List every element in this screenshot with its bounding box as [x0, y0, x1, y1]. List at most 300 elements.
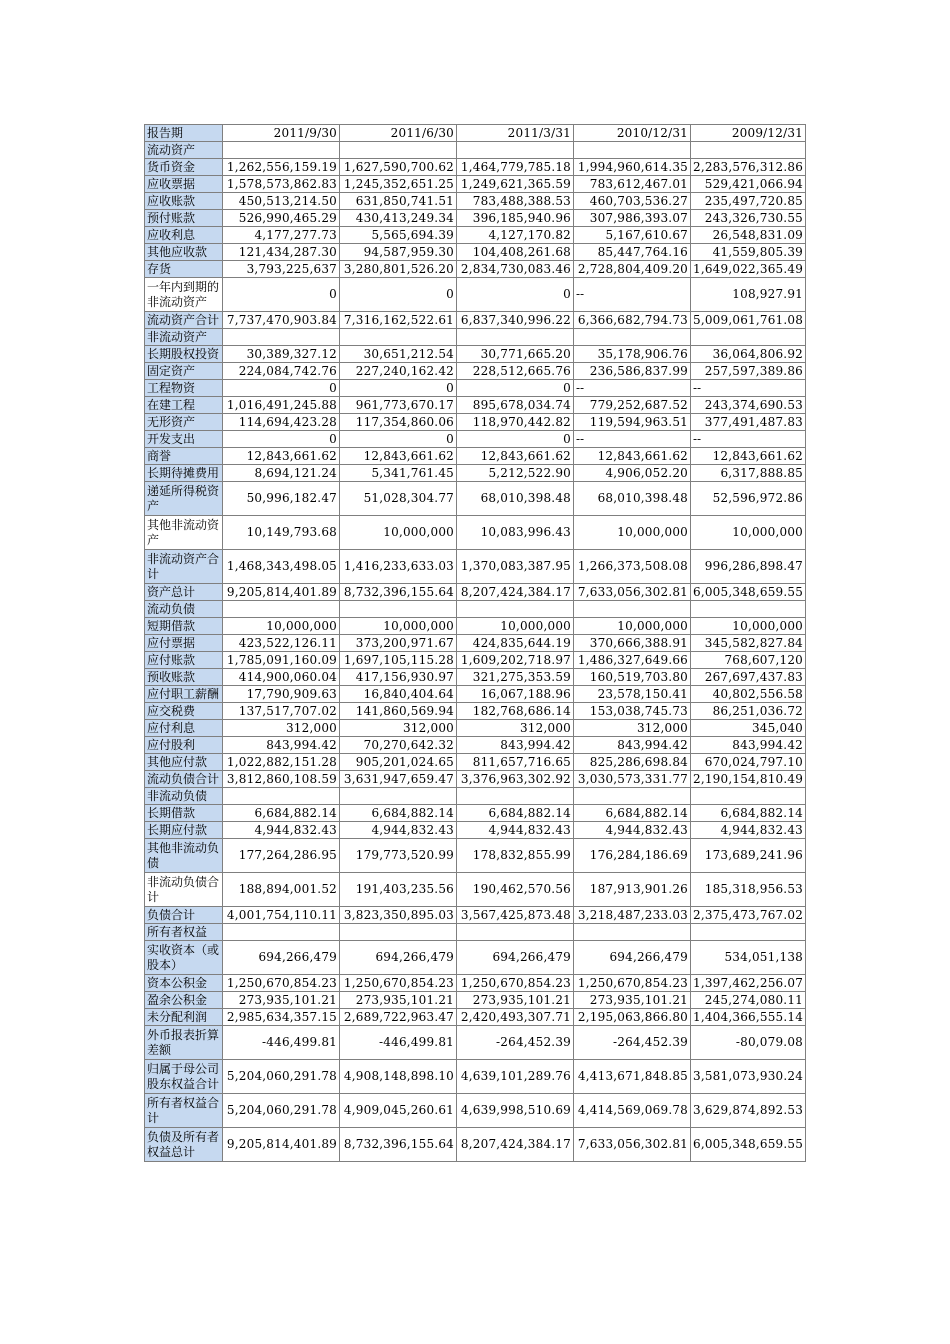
value-cell: 7,633,056,302.81	[574, 1128, 691, 1162]
value-cell: 996,286,898.47	[691, 550, 806, 584]
value-cell: 843,994.42	[223, 737, 340, 754]
row-label-cell: 固定资产	[145, 363, 223, 380]
balance-sheet-table	[144, 124, 806, 1162]
value-cell: 2,283,576,312.86	[691, 159, 806, 176]
empty-cell	[457, 329, 574, 346]
value-cell: 16,067,188.96	[457, 686, 574, 703]
value-cell: 4,944,832.43	[223, 822, 340, 839]
table-row	[145, 1128, 806, 1162]
value-cell: 3,812,860,108.59	[223, 771, 340, 788]
value-cell: 30,651,212.54	[340, 346, 457, 363]
empty-cell	[223, 329, 340, 346]
table-row	[145, 703, 806, 720]
table-row	[145, 584, 806, 601]
value-cell: 5,565,694.39	[340, 227, 457, 244]
value-cell: 424,835,644.19	[457, 635, 574, 652]
value-cell: 6,684,882.14	[457, 805, 574, 822]
value-cell: 1,250,670,854.23	[574, 975, 691, 992]
value-cell: 6,317,888.85	[691, 465, 806, 482]
row-label-cell: 盈余公积金	[145, 992, 223, 1009]
row-label-cell: 预付账款	[145, 210, 223, 227]
row-label-cell: 存货	[145, 261, 223, 278]
value-cell: 1,262,556,159.19	[223, 159, 340, 176]
table-row	[145, 176, 806, 193]
value-cell: 670,024,797.10	[691, 754, 806, 771]
value-cell: 1,370,083,387.95	[457, 550, 574, 584]
section-row	[145, 142, 806, 159]
row-label-cell: 负债合计	[145, 907, 223, 924]
value-cell: 843,994.42	[574, 737, 691, 754]
value-cell: 1,250,670,854.23	[340, 975, 457, 992]
table-row	[145, 805, 806, 822]
table-row	[145, 975, 806, 992]
table-row	[145, 737, 806, 754]
header-row	[145, 125, 806, 142]
value-cell: 228,512,665.76	[457, 363, 574, 380]
value-cell: 137,517,707.02	[223, 703, 340, 720]
value-cell: 534,051,138	[691, 941, 806, 975]
value-cell: 3,280,801,526.20	[340, 261, 457, 278]
table-row	[145, 873, 806, 907]
row-label-cell: 应付职工薪酬	[145, 686, 223, 703]
value-cell: 312,000	[223, 720, 340, 737]
empty-cell	[457, 924, 574, 941]
value-cell: 2,728,804,409.20	[574, 261, 691, 278]
value-cell: 257,597,389.86	[691, 363, 806, 380]
empty-cell	[574, 329, 691, 346]
value-cell: 179,773,520.99	[340, 839, 457, 873]
value-cell: 5,341,761.45	[340, 465, 457, 482]
row-label-cell: 应付股利	[145, 737, 223, 754]
value-cell: 52,596,972.86	[691, 482, 806, 516]
value-cell: 843,994.42	[457, 737, 574, 754]
value-cell: 1,416,233,633.03	[340, 550, 457, 584]
row-label-cell: 未分配利润	[145, 1009, 223, 1026]
value-cell: 182,768,686.14	[457, 703, 574, 720]
empty-cell	[574, 142, 691, 159]
value-cell: 104,408,261.68	[457, 244, 574, 261]
value-cell: 267,697,437.83	[691, 669, 806, 686]
value-cell: 17,790,909.63	[223, 686, 340, 703]
value-cell: 191,403,235.56	[340, 873, 457, 907]
value-cell: 185,318,956.53	[691, 873, 806, 907]
value-cell: 414,900,060.04	[223, 669, 340, 686]
value-cell: 273,935,101.21	[223, 992, 340, 1009]
value-cell: 1,250,670,854.23	[223, 975, 340, 992]
value-cell: 1,022,882,151.28	[223, 754, 340, 771]
value-cell: 118,970,442.82	[457, 414, 574, 431]
value-cell: 243,374,690.53	[691, 397, 806, 414]
value-cell: 35,178,906.76	[574, 346, 691, 363]
value-cell: 6,005,348,659.55	[691, 584, 806, 601]
value-cell: 10,083,996.43	[457, 516, 574, 550]
value-cell: 30,771,665.20	[457, 346, 574, 363]
value-cell: 0	[457, 278, 574, 312]
section-label-cell: 流动资产	[145, 142, 223, 159]
table-row	[145, 397, 806, 414]
value-cell: 119,594,963.51	[574, 414, 691, 431]
value-cell: 12,843,661.62	[457, 448, 574, 465]
header-label-cell: 报告期	[145, 125, 223, 142]
empty-cell	[223, 924, 340, 941]
value-cell: 10,000,000	[691, 618, 806, 635]
value-cell: -264,452.39	[574, 1026, 691, 1060]
section-label-cell: 非流动负债	[145, 788, 223, 805]
row-label-cell: 外币报表折算差额	[145, 1026, 223, 1060]
value-cell: 7,316,162,522.61	[340, 312, 457, 329]
value-cell: 4,909,045,260.61	[340, 1094, 457, 1128]
value-cell: 0	[340, 278, 457, 312]
empty-cell	[457, 601, 574, 618]
value-cell: 811,657,716.65	[457, 754, 574, 771]
value-cell: 5,212,522.90	[457, 465, 574, 482]
value-cell: 694,266,479	[457, 941, 574, 975]
value-cell: -80,079.08	[691, 1026, 806, 1060]
row-label-cell: 递延所得税资产	[145, 482, 223, 516]
table-row	[145, 448, 806, 465]
value-cell: 5,009,061,761.08	[691, 312, 806, 329]
value-cell: 114,694,423.28	[223, 414, 340, 431]
value-cell: 3,823,350,895.03	[340, 907, 457, 924]
value-cell: 227,240,162.42	[340, 363, 457, 380]
value-cell: 2,375,473,767.02	[691, 907, 806, 924]
value-cell: 188,894,001.52	[223, 873, 340, 907]
value-cell: 3,629,874,892.53	[691, 1094, 806, 1128]
table-row	[145, 839, 806, 873]
table-row	[145, 1060, 806, 1094]
row-label-cell: 长期应付款	[145, 822, 223, 839]
value-cell: 4,001,754,110.11	[223, 907, 340, 924]
table-row	[145, 635, 806, 652]
value-cell: 0	[223, 278, 340, 312]
value-cell: 7,737,470,903.84	[223, 312, 340, 329]
value-cell: 5,167,610.67	[574, 227, 691, 244]
value-cell: 694,266,479	[223, 941, 340, 975]
value-cell: 68,010,398.48	[574, 482, 691, 516]
value-cell: 1,016,491,245.88	[223, 397, 340, 414]
empty-cell	[340, 788, 457, 805]
value-cell: 0	[223, 380, 340, 397]
row-label-cell: 其他应收款	[145, 244, 223, 261]
value-cell: 10,149,793.68	[223, 516, 340, 550]
value-cell: 1,397,462,256.07	[691, 975, 806, 992]
value-cell: 3,581,073,930.24	[691, 1060, 806, 1094]
value-cell: 12,843,661.62	[691, 448, 806, 465]
value-cell: 10,000,000	[223, 618, 340, 635]
value-cell: 631,850,741.51	[340, 193, 457, 210]
value-cell: 373,200,971.67	[340, 635, 457, 652]
row-label-cell: 应收票据	[145, 176, 223, 193]
value-cell: 307,986,393.07	[574, 210, 691, 227]
value-cell: 2,195,063,866.80	[574, 1009, 691, 1026]
value-cell: 178,832,855.99	[457, 839, 574, 873]
value-cell: 12,843,661.62	[223, 448, 340, 465]
value-cell: 85,447,764.16	[574, 244, 691, 261]
value-cell: 0	[223, 431, 340, 448]
row-label-cell: 其他非流动负债	[145, 839, 223, 873]
table-row	[145, 261, 806, 278]
value-cell: 224,084,742.76	[223, 363, 340, 380]
row-label-cell: 资产总计	[145, 584, 223, 601]
value-cell: 783,612,467.01	[574, 176, 691, 193]
value-cell: 783,488,388.53	[457, 193, 574, 210]
table-row	[145, 618, 806, 635]
empty-cell	[223, 142, 340, 159]
value-cell: 417,156,930.97	[340, 669, 457, 686]
section-row	[145, 788, 806, 805]
empty-cell	[223, 788, 340, 805]
value-cell: 121,434,287.30	[223, 244, 340, 261]
period-header-cell: 2011/9/30	[223, 125, 340, 142]
value-cell: 4,127,170.82	[457, 227, 574, 244]
table-row	[145, 227, 806, 244]
value-cell: 8,732,396,155.64	[340, 584, 457, 601]
table-row	[145, 907, 806, 924]
value-cell: 8,694,121.24	[223, 465, 340, 482]
value-cell: 5,204,060,291.78	[223, 1094, 340, 1128]
row-label-cell: 应收账款	[145, 193, 223, 210]
value-cell: 7,633,056,302.81	[574, 584, 691, 601]
value-cell: 0	[340, 431, 457, 448]
value-cell: 1,249,621,365.59	[457, 176, 574, 193]
section-row	[145, 924, 806, 941]
value-cell: 3,567,425,873.48	[457, 907, 574, 924]
value-cell: 10,000,000	[691, 516, 806, 550]
row-label-cell: 短期借款	[145, 618, 223, 635]
value-cell: 321,275,353.59	[457, 669, 574, 686]
value-cell: 68,010,398.48	[457, 482, 574, 516]
value-cell: 273,935,101.21	[574, 992, 691, 1009]
row-label-cell: 负债及所有者权益总计	[145, 1128, 223, 1162]
row-label-cell: 应付账款	[145, 652, 223, 669]
table-row	[145, 193, 806, 210]
value-cell: 1,468,343,498.05	[223, 550, 340, 584]
value-cell: 187,913,901.26	[574, 873, 691, 907]
row-label-cell: 无形资产	[145, 414, 223, 431]
empty-cell	[457, 788, 574, 805]
row-label-cell: 非流动负债合计	[145, 873, 223, 907]
row-label-cell: 商誉	[145, 448, 223, 465]
value-cell: 153,038,745.73	[574, 703, 691, 720]
value-cell: 2,420,493,307.71	[457, 1009, 574, 1026]
value-cell: 1,464,779,785.18	[457, 159, 574, 176]
row-label-cell: 一年内到期的非流动资产	[145, 278, 223, 312]
table-row	[145, 686, 806, 703]
value-cell: 3,631,947,659.47	[340, 771, 457, 788]
value-cell: 961,773,670.17	[340, 397, 457, 414]
empty-cell	[340, 924, 457, 941]
table-row	[145, 754, 806, 771]
value-cell: 10,000,000	[457, 618, 574, 635]
empty-cell	[223, 601, 340, 618]
table-row	[145, 550, 806, 584]
value-cell: 10,000,000	[340, 618, 457, 635]
value-cell: --	[574, 380, 691, 397]
row-label-cell: 预收账款	[145, 669, 223, 686]
value-cell: 10,000,000	[340, 516, 457, 550]
empty-cell	[457, 142, 574, 159]
table-row	[145, 941, 806, 975]
value-cell: 1,785,091,160.09	[223, 652, 340, 669]
value-cell: 345,582,827.84	[691, 635, 806, 652]
value-cell: 430,413,249.34	[340, 210, 457, 227]
value-cell: 1,245,352,651.25	[340, 176, 457, 193]
empty-cell	[340, 142, 457, 159]
value-cell: 377,491,487.83	[691, 414, 806, 431]
empty-cell	[691, 924, 806, 941]
value-cell: 312,000	[574, 720, 691, 737]
value-cell: 4,944,832.43	[340, 822, 457, 839]
row-label-cell: 应付票据	[145, 635, 223, 652]
value-cell: 1,486,327,649.66	[574, 652, 691, 669]
table-row	[145, 244, 806, 261]
section-label-cell: 所有者权益	[145, 924, 223, 941]
value-cell: 370,666,388.91	[574, 635, 691, 652]
value-cell: 4,177,277.73	[223, 227, 340, 244]
value-cell: 70,270,642.32	[340, 737, 457, 754]
period-header-cell: 2011/3/31	[457, 125, 574, 142]
empty-cell	[574, 601, 691, 618]
value-cell: 8,207,424,384.17	[457, 1128, 574, 1162]
value-cell: 86,251,036.72	[691, 703, 806, 720]
value-cell: 40,802,556.58	[691, 686, 806, 703]
value-cell: 450,513,214.50	[223, 193, 340, 210]
empty-cell	[691, 142, 806, 159]
value-cell: 526,990,465.29	[223, 210, 340, 227]
value-cell: 4,944,832.43	[691, 822, 806, 839]
table-row	[145, 346, 806, 363]
value-cell: --	[691, 380, 806, 397]
section-label-cell: 流动负债	[145, 601, 223, 618]
value-cell: 312,000	[340, 720, 457, 737]
value-cell: 1,404,366,555.14	[691, 1009, 806, 1026]
period-header-cell: 2009/12/31	[691, 125, 806, 142]
value-cell: 16,840,404.64	[340, 686, 457, 703]
value-cell: 905,201,024.65	[340, 754, 457, 771]
empty-cell	[574, 924, 691, 941]
value-cell: 26,548,831.09	[691, 227, 806, 244]
row-label-cell: 长期股权投资	[145, 346, 223, 363]
value-cell: 41,559,805.39	[691, 244, 806, 261]
value-cell: 460,703,536.27	[574, 193, 691, 210]
value-cell: 1,578,573,862.83	[223, 176, 340, 193]
table-row	[145, 414, 806, 431]
value-cell: 529,421,066.94	[691, 176, 806, 193]
value-cell: 6,684,882.14	[340, 805, 457, 822]
row-label-cell: 长期待摊费用	[145, 465, 223, 482]
value-cell: 94,587,959.30	[340, 244, 457, 261]
value-cell: 173,689,241.96	[691, 839, 806, 873]
value-cell: 825,286,698.84	[574, 754, 691, 771]
table-row	[145, 363, 806, 380]
value-cell: 4,944,832.43	[457, 822, 574, 839]
value-cell: 694,266,479	[340, 941, 457, 975]
value-cell: 4,906,052.20	[574, 465, 691, 482]
value-cell: 10,000,000	[574, 516, 691, 550]
value-cell: 0	[340, 380, 457, 397]
value-cell: 6,005,348,659.55	[691, 1128, 806, 1162]
value-cell: 1,649,022,365.49	[691, 261, 806, 278]
section-row	[145, 329, 806, 346]
row-label-cell: 流动负债合计	[145, 771, 223, 788]
table-row	[145, 312, 806, 329]
value-cell: 895,678,034.74	[457, 397, 574, 414]
empty-cell	[691, 601, 806, 618]
value-cell: 3,376,963,302.92	[457, 771, 574, 788]
value-cell: 4,639,101,289.76	[457, 1060, 574, 1094]
value-cell: 108,927.91	[691, 278, 806, 312]
value-cell: 396,185,940.96	[457, 210, 574, 227]
table-row	[145, 652, 806, 669]
row-label-cell: 实收资本（或股本）	[145, 941, 223, 975]
value-cell: 1,697,105,115.28	[340, 652, 457, 669]
row-label-cell: 资本公积金	[145, 975, 223, 992]
balance-sheet-body	[145, 125, 806, 1162]
value-cell: 9,205,814,401.89	[223, 1128, 340, 1162]
value-cell: 5,204,060,291.78	[223, 1060, 340, 1094]
value-cell: 6,684,882.14	[574, 805, 691, 822]
period-header-cell: 2011/6/30	[340, 125, 457, 142]
value-cell: 8,207,424,384.17	[457, 584, 574, 601]
table-row	[145, 465, 806, 482]
value-cell: 423,522,126.11	[223, 635, 340, 652]
value-cell: --	[574, 431, 691, 448]
value-cell: 2,834,730,083.46	[457, 261, 574, 278]
value-cell: 23,578,150.41	[574, 686, 691, 703]
table-row	[145, 482, 806, 516]
row-label-cell: 归属于母公司股东权益合计	[145, 1060, 223, 1094]
value-cell: 312,000	[457, 720, 574, 737]
value-cell: 273,935,101.21	[457, 992, 574, 1009]
row-label-cell: 工程物资	[145, 380, 223, 397]
value-cell: 2,985,634,357.15	[223, 1009, 340, 1026]
value-cell: 177,264,286.95	[223, 839, 340, 873]
value-cell: 4,908,148,898.10	[340, 1060, 457, 1094]
value-cell: 141,860,569.94	[340, 703, 457, 720]
value-cell: --	[691, 431, 806, 448]
empty-cell	[574, 788, 691, 805]
row-label-cell: 流动资产合计	[145, 312, 223, 329]
value-cell: -446,499.81	[340, 1026, 457, 1060]
value-cell: 3,218,487,233.03	[574, 907, 691, 924]
value-cell: 243,326,730.55	[691, 210, 806, 227]
row-label-cell: 货币资金	[145, 159, 223, 176]
value-cell: 51,028,304.77	[340, 482, 457, 516]
table-row	[145, 380, 806, 397]
value-cell: 0	[457, 431, 574, 448]
value-cell: 273,935,101.21	[340, 992, 457, 1009]
value-cell: 117,354,860.06	[340, 414, 457, 431]
row-label-cell: 其他非流动资产	[145, 516, 223, 550]
value-cell: 236,586,837.99	[574, 363, 691, 380]
value-cell: 30,389,327.12	[223, 346, 340, 363]
value-cell: 0	[457, 380, 574, 397]
value-cell: 4,414,569,069.78	[574, 1094, 691, 1128]
value-cell: 6,837,340,996.22	[457, 312, 574, 329]
value-cell: 12,843,661.62	[340, 448, 457, 465]
empty-cell	[340, 329, 457, 346]
value-cell: 694,266,479	[574, 941, 691, 975]
value-cell: 1,266,373,508.08	[574, 550, 691, 584]
table-row	[145, 159, 806, 176]
table-row	[145, 1009, 806, 1026]
section-label-cell: 非流动资产	[145, 329, 223, 346]
table-row	[145, 516, 806, 550]
value-cell: 1,994,960,614.35	[574, 159, 691, 176]
table-row	[145, 720, 806, 737]
value-cell: 6,366,682,794.73	[574, 312, 691, 329]
table-row	[145, 992, 806, 1009]
